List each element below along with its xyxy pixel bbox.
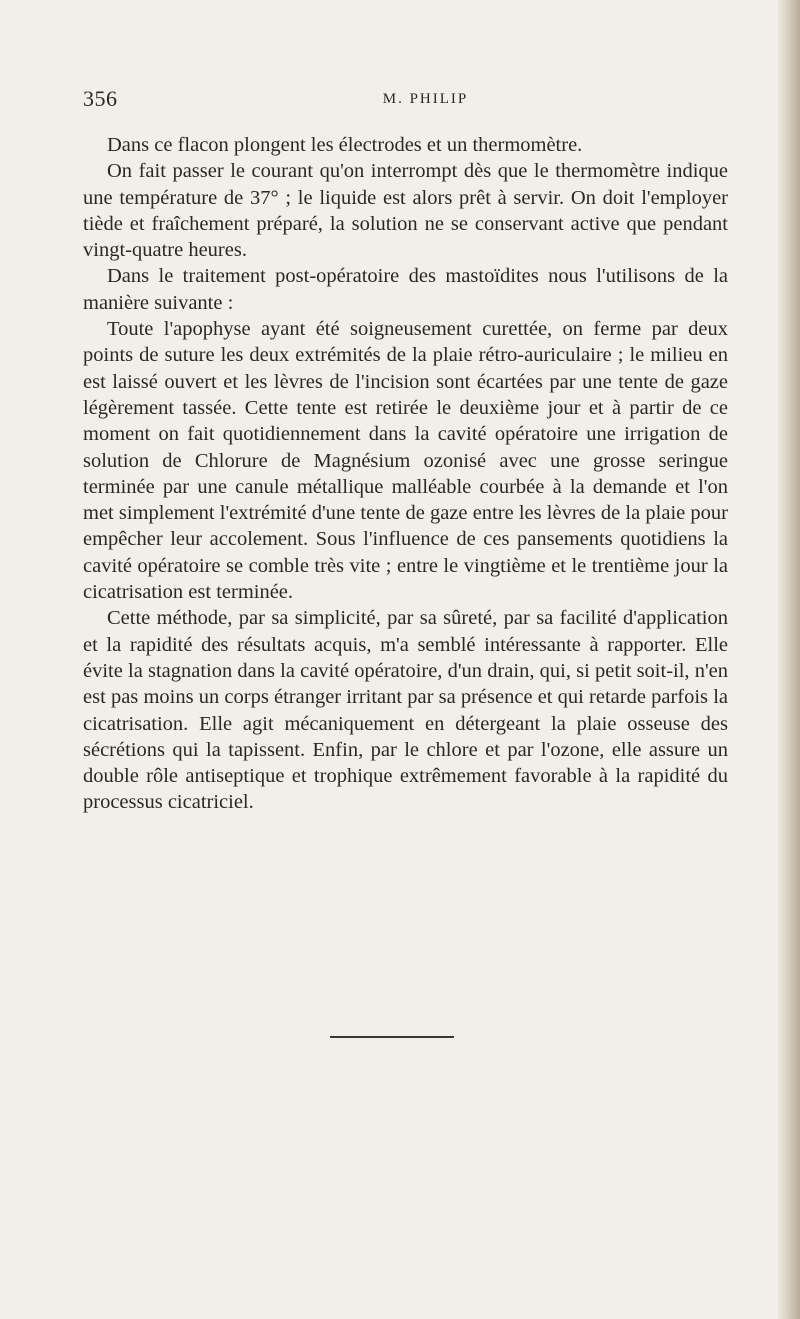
paragraph: Cette méthode, par sa simplicité, par sa sûreté, par sa facilité d'application et la rapidité des résultats acquis, m'a semblé intéressante à rapporter. Elle évite la stagnation dans la cavité opératoire, d'un drain, qui, si petit soit-il, n'en est pas moins un corps étranger irritant par sa présence et qui retarde parfois la cicatrisation. Elle agit mécaniquement en détergeant la plaie osseuse des sécrétions qui la tapissent. Enfin, par le chlore et par l'ozone, elle assure un double rôle antiseptique et trophique extrêmement favorable à la rapidité du processus cicatriciel. xyxy=(83,607,728,814)
body-text xyxy=(83,132,728,816)
page-header xyxy=(83,86,728,116)
paragraph: Dans ce flacon plongent les électrodes et un thermomètre. xyxy=(107,134,583,156)
paragraph: On fait passer le courant qu'on interrompt dès que le thermomètre indique une température de 37° ; le liquide est alors prêt à servir. On doit l'employer tiède et fraîchement préparé, la solution ne se conservant active que pendant vingt-quatre heures. xyxy=(83,160,728,262)
page-edge-shadow xyxy=(778,0,800,1319)
end-rule xyxy=(330,1036,454,1038)
paragraph: Toute l'apophyse ayant été soigneusement curettée, on ferme par deux points de suture les deux extrémités de la plaie rétro-auriculaire ; le milieu en est laissé ouvert et les lèvres de l'incision sont écartées par une tente de gaze légèrement tassée. Cette tente est retirée le deuxième jour et à partir de ce moment on fait quotidiennement dans la cavité opératoire une irrigation de solution de Chlorure de Magnésium ozonisé avec une grosse seringue terminée par une canule métallique malléable courbée à la demande et l'on met simplement l'extrémité d'une tente de gaze entre les lèvres de la plaie pour empêcher leur accolement. Sous l'influence de ces pansements quotidiens la cavité opératoire se comble très vite ; entre le vingtième et le trentième jour la cicatrisation est terminée. xyxy=(83,318,728,604)
running-title: M. PHILIP xyxy=(382,91,469,107)
page-number: 356 xyxy=(83,86,118,111)
paragraph: Dans le traitement post-opératoire des mastoïdites nous l'utilisons de la manière suivante : xyxy=(83,265,728,314)
